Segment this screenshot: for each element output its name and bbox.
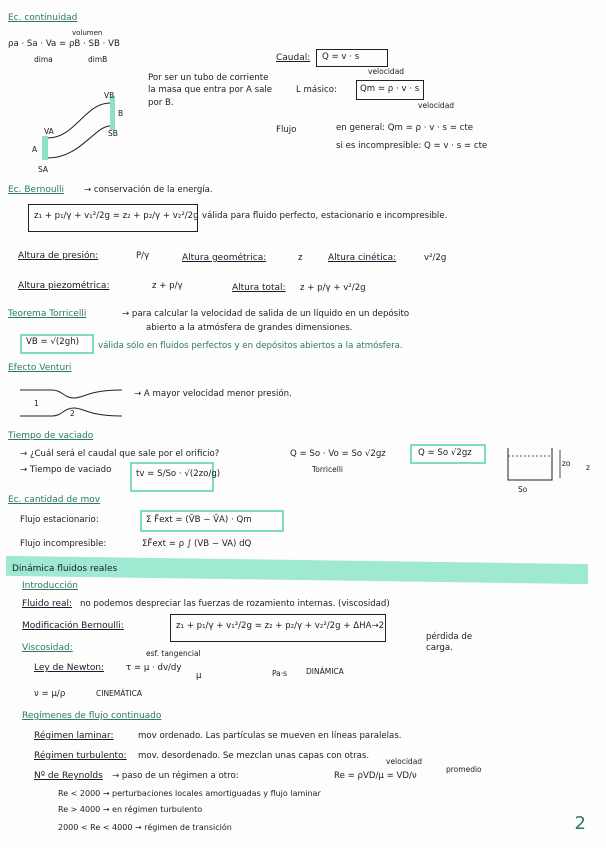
ley-newton-label: Ley de Newton: [34, 663, 105, 673]
masico-equation: Qm = ρ · v · s [360, 84, 420, 94]
altura-cinetica-value: v²/2g [424, 253, 447, 263]
venturi-title: Efecto Venturi [8, 363, 72, 373]
reynolds-range-3: 2000 < Re < 4000 → régimen de transición [58, 823, 232, 832]
tangencial-note: esf. tangencial [146, 649, 201, 658]
torricelli-equation: VB = √(2gh) [26, 337, 79, 347]
vaciado-title: Tiempo de vaciado [8, 431, 94, 441]
masico-velocidad: velocidad [418, 101, 455, 110]
reynolds-velocidad: velocidad [386, 757, 423, 766]
movimiento-title: Ec. cantidad de mov [8, 495, 101, 505]
torricelli-title: Teorema Torricelli [8, 309, 87, 319]
continuity-title: Ec. continuidad [8, 13, 78, 23]
flujo-incompresible-equation: ΣF̄ext = ρ ∫ (VB − VA) dQ [142, 539, 252, 549]
altura-geometrica-value: z [298, 253, 303, 263]
tank-zo: zo [562, 459, 571, 468]
label-sb: SB [108, 129, 118, 138]
tube-note: Por ser un tubo de corriente la masa que entra por A sale por B. [148, 73, 273, 108]
tiempo-vaciado-label: → Tiempo de vaciado [20, 465, 112, 475]
fluido-real-label: Fluido real: [22, 599, 73, 609]
mu-symbol: μ [196, 671, 202, 681]
volume-note: volumen [72, 29, 103, 37]
fluido-real-text: no podemos despreciar las fuerzas de rozamiento internas. (viscosidad) [80, 599, 390, 609]
bernoulli-equation: z₁ + p₁/γ + v₁²/2g = z₂ + p₂/γ + v₂²/2g [34, 211, 199, 221]
mod-bernoulli-equation: z₁ + p₁/γ + v₁²/2g = z₂ + p₂/γ + v₂²/2g + ΔHA→2 [176, 621, 385, 631]
caudal-label: Caudal: [276, 53, 311, 63]
reynolds-range-2: Re > 4000 → en régimen turbulento [58, 805, 203, 814]
laminar-label: Régimen laminar: [34, 731, 114, 741]
venturi-label-2: 2 [70, 409, 75, 418]
reynolds-text: → paso de un régimen a otro: [112, 771, 239, 781]
flujo-incompresible-label: Flujo incompresible: [20, 539, 107, 549]
venturi-label-1: 1 [34, 399, 39, 408]
label-va: VA [44, 127, 54, 136]
bernoulli-validity: válida para fluido perfecto, estacionario e incompresible. [202, 211, 448, 221]
torricelli-desc-1: → para calcular la velocidad de salida de un líquido en un depósito [122, 309, 410, 319]
dim-b-label: dimB [88, 55, 108, 64]
pas-unit: Pa·s [272, 669, 288, 678]
nu-equation: ν = μ/ρ [34, 689, 66, 699]
altura-cinetica-label: Altura cinética: [328, 253, 397, 263]
torricelli-note: Torricelli [312, 465, 344, 474]
vaciado-flow-boxed: Q = So √2gz [418, 448, 472, 458]
tank-z: z [586, 463, 590, 472]
altura-presion-value: P/γ [136, 251, 150, 261]
venturi-note: → A mayor velocidad menor presión. [134, 389, 292, 399]
vaciado-question: → ¿Cuál será el caudal que sale por el orificio? [20, 449, 220, 459]
regimenes-title: Regímenes de flujo continuado [22, 711, 162, 721]
altura-total-value: z + p/γ + v²/2g [300, 283, 366, 293]
bernoulli-title: Ec. Bernoulli [8, 185, 65, 195]
masico-label: L másico: [296, 85, 337, 95]
flujo-estacionario-equation: Σ F̄ext = (V̄B − V̄A) · Qm [146, 515, 252, 525]
altura-piezometrica-value: z + p/γ [152, 281, 183, 291]
turbulento-label: Régimen turbulento: [34, 751, 127, 761]
flujo-incompresible: si es incompresible: Q = v · s = cte [336, 141, 488, 151]
dinamica-label: DINÁMICA [306, 667, 344, 676]
reynolds-label: Nº de Reynolds [34, 771, 103, 781]
caudal-equation: Q = v · s [322, 52, 360, 62]
altura-geometrica-label: Altura geométrica: [182, 253, 267, 263]
tank-so: So [518, 485, 528, 494]
torricelli-validity: válida sólo en fluidos perfectos y en depósitos abiertos a la atmósfera. [98, 341, 403, 351]
viscosidad-title: Viscosidad: [22, 643, 73, 653]
reynolds-range-1: Re < 2000 → perturbaciones locales amortiguadas y flujo laminar [58, 789, 321, 798]
introduccion-title: Introducción [22, 581, 78, 591]
reynolds-promedio: promedio [446, 765, 482, 774]
dim-a-label: dima [34, 55, 53, 64]
perdida-carga: pérdida de carga. [426, 632, 473, 654]
laminar-text: mov ordenado. Las partículas se mueven en líneas paralelas. [138, 731, 402, 741]
reynolds-equation: Re = ρVD/μ = VD/ν [334, 771, 417, 781]
cinematica-label: CINEMÁTICA [96, 689, 142, 698]
flujo-label: Flujo [276, 125, 297, 135]
caudal-velocidad: velocidad [368, 67, 405, 76]
torricelli-desc-2: abierto a la atmósfera de grandes dimensiones. [146, 323, 353, 333]
label-sa: SA [38, 165, 49, 174]
ley-newton-equation: τ = μ · dv/dy [126, 663, 182, 673]
flujo-general: en general: Qm = ρ · v · s = cte [336, 123, 474, 133]
altura-presion-label: Altura de presión: [18, 251, 99, 261]
reales-banner: Dinámica fluidos reales [12, 564, 118, 574]
continuity-equation: ρa · Sa · Va = ρB · SB · VB [8, 39, 120, 49]
altura-total-label: Altura total: [232, 283, 286, 293]
label-a: A [32, 145, 38, 154]
page-number: 2 [574, 813, 586, 834]
label-b: B [118, 109, 124, 118]
mod-bernoulli-label: Modificación Bernoulli: [22, 621, 124, 631]
label-vb: VB [104, 91, 115, 100]
altura-piezometrica-label: Altura piezométrica: [18, 281, 110, 291]
vaciado-flow-equation: Q = So · Vo = So √2gz [290, 449, 386, 459]
bernoulli-subtitle: → conservación de la energía. [84, 185, 213, 195]
tiempo-vaciado-equation: tv = S/So · √(2zo/g) [136, 469, 221, 479]
flujo-estacionario-label: Flujo estacionario: [20, 515, 99, 525]
turbulento-text: mov. desordenado. Se mezclan unas capas con otras. [138, 751, 370, 761]
